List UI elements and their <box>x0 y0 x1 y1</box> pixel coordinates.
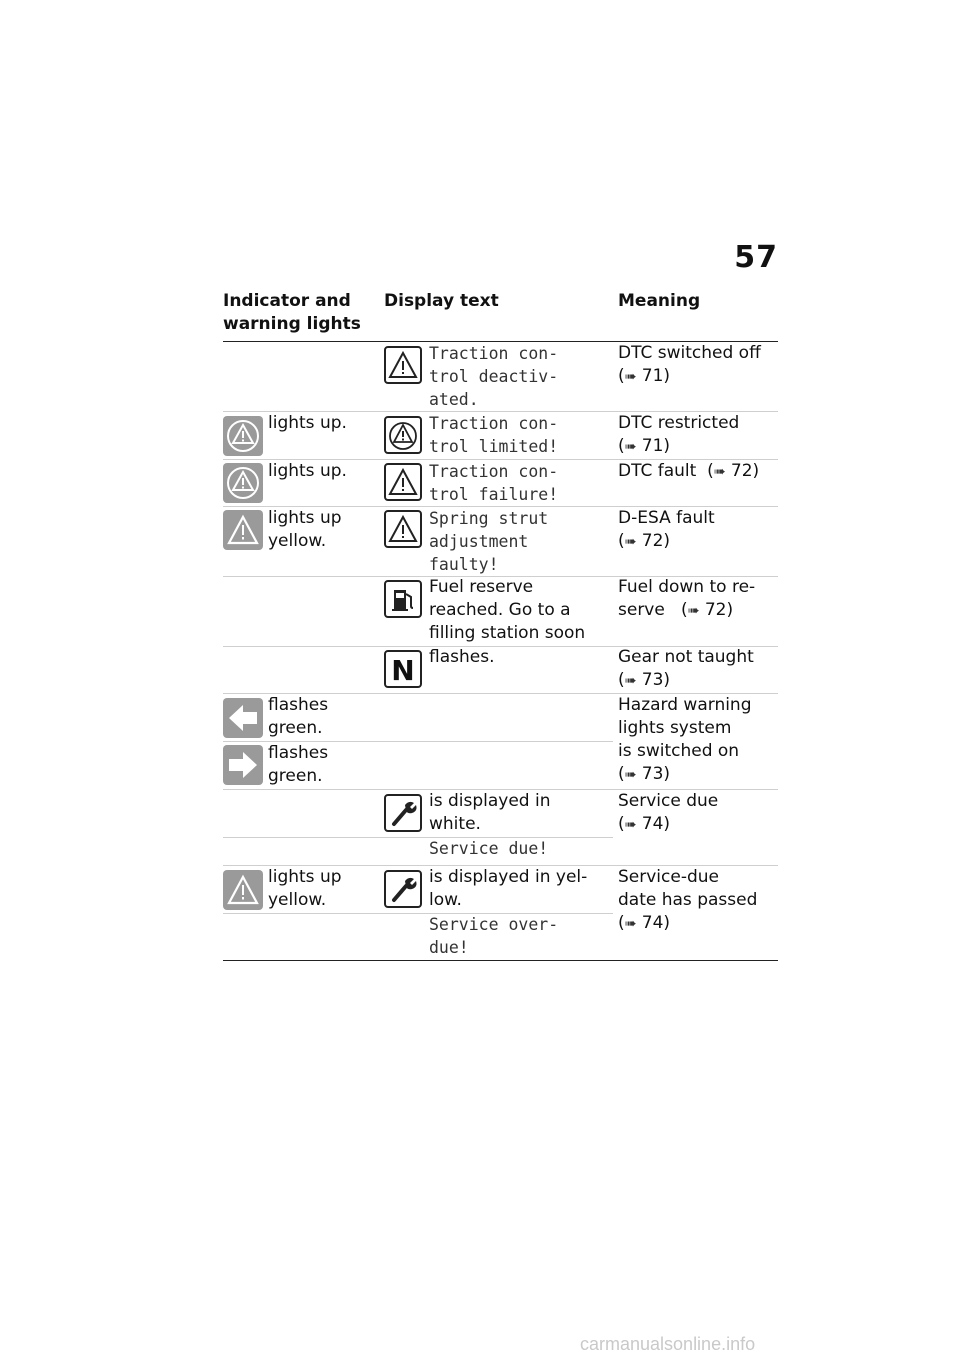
turn-right-icon <box>223 745 263 785</box>
display-text-row3-l1: Spring strut <box>429 509 549 528</box>
table-bottom-rule <box>223 960 778 961</box>
meaning-row1-l1: DTC restricted <box>618 413 740 433</box>
row-divider <box>223 837 613 838</box>
meaning-row9-l2: date has passed <box>618 890 758 910</box>
reference-arrow-icon: ➠ <box>624 767 637 783</box>
display-text-row5: flashes. <box>429 647 495 667</box>
meaning-row5-l1: Gear not taught <box>618 647 754 667</box>
meaning-row0-l1: DTC switched off <box>618 343 761 363</box>
display-text-row4-l1: Fuel reserve <box>429 577 534 597</box>
indicator-text-row7-l2: green. <box>268 766 323 786</box>
meaning-row4-ref: serve (➠ 72) <box>618 599 733 623</box>
display-text-row9-l2: low. <box>429 890 462 910</box>
indicator-text-row7-l1: flashes <box>268 743 329 763</box>
indicator-text-row6-l1: flashes <box>268 695 329 715</box>
reference-arrow-icon: ➠ <box>624 673 637 689</box>
display-text-row3-l2: adjustment <box>429 532 529 551</box>
indicator-text-row2: lights up. <box>268 461 347 481</box>
watermark-footer: carmanualsonline.info <box>580 1334 756 1354</box>
meaning-row8-l1: Service due <box>618 791 719 811</box>
indicator-text-row1: lights up. <box>268 413 347 433</box>
display-text-row4-l2: reached. Go to a <box>429 600 571 620</box>
reference-arrow-icon: ➠ <box>624 439 637 455</box>
indicator-text-row9-l2: yellow. <box>268 890 327 910</box>
page-number: 57 <box>734 240 778 275</box>
indicator-text-row3-l1: lights up <box>268 508 342 528</box>
meaning-row3-l1: D-ESA fault <box>618 508 715 528</box>
reference-arrow-icon: ➠ <box>624 916 637 932</box>
meaning-row7-l1: Hazard warning <box>618 695 752 715</box>
display-text-row9-l3: Service over- <box>429 915 559 934</box>
reference-arrow-icon: ➠ <box>624 817 637 833</box>
meaning-row1-ref: (➠ 71) <box>618 435 670 459</box>
header-display: Display text <box>384 291 499 311</box>
meaning-row4-l1: Fuel down to re- <box>618 577 756 597</box>
reference-arrow-icon: ➠ <box>624 534 637 550</box>
wrench-icon <box>384 870 422 908</box>
header-indicator: Indicator and warning lights <box>223 291 361 334</box>
meaning-row0-ref: (➠ 71) <box>618 365 670 389</box>
traction-control-icon <box>223 463 263 503</box>
warning-triangle-icon <box>223 510 263 550</box>
meaning-row9-ref: (➠ 74) <box>618 912 670 936</box>
display-text-row0-l1: Traction con- <box>429 344 559 363</box>
display-text-row0-l3: ated. <box>429 390 479 409</box>
display-text-row8-l2: white. <box>429 814 481 834</box>
display-text-row4-l3: filling station soon <box>429 623 586 643</box>
meaning-row7-l2: lights system <box>618 718 732 738</box>
display-text-row2-l2: trol failure! <box>429 485 559 504</box>
display-text-row8-l1: is displayed in <box>429 791 551 811</box>
reference-arrow-icon: ➠ <box>624 369 637 385</box>
warning-triangle-icon <box>223 870 263 910</box>
meaning-row8-ref: (➠ 74) <box>618 813 670 837</box>
meaning-row2: DTC fault (➠ 72) <box>618 460 759 484</box>
reference-arrow-icon: ➠ <box>713 464 726 480</box>
warning-triangle-icon <box>384 346 422 384</box>
indicator-text-row6-l2: green. <box>268 718 323 738</box>
fuel-pump-icon <box>384 580 422 618</box>
indicator-text-row3-l2: yellow. <box>268 531 327 551</box>
meaning-row9-l1: Service-due <box>618 867 719 887</box>
turn-left-icon <box>223 698 263 738</box>
meaning-row7-ref: (➠ 73) <box>618 763 670 787</box>
display-text-row0-l2: trol deactiv- <box>429 367 559 386</box>
svg-text:N: N <box>391 654 415 686</box>
warning-triangle-icon <box>384 463 422 501</box>
traction-control-icon <box>384 416 422 454</box>
display-text-row2-l1: Traction con- <box>429 462 559 481</box>
header-meaning: Meaning <box>618 291 701 311</box>
display-text-row1-l1: Traction con- <box>429 414 559 433</box>
traction-control-icon <box>223 416 263 456</box>
display-text-row1-l2: trol limited! <box>429 437 559 456</box>
display-text-row8-l3: Service due! <box>429 839 549 858</box>
reference-arrow-icon: ➠ <box>687 603 700 619</box>
display-text-row3-l3: faulty! <box>429 555 499 574</box>
meaning-row7-l3: is switched on <box>618 741 740 761</box>
meaning-row5-ref: (➠ 73) <box>618 669 670 693</box>
warning-triangle-icon <box>384 510 422 548</box>
neutral-n-icon <box>384 650 422 688</box>
wrench-icon <box>384 794 422 832</box>
display-text-row9-l1: is displayed in yel- <box>429 867 588 887</box>
display-text-row9-l4: due! <box>429 938 469 957</box>
meaning-row3-ref: (➠ 72) <box>618 530 670 554</box>
indicator-text-row9-l1: lights up <box>268 867 342 887</box>
